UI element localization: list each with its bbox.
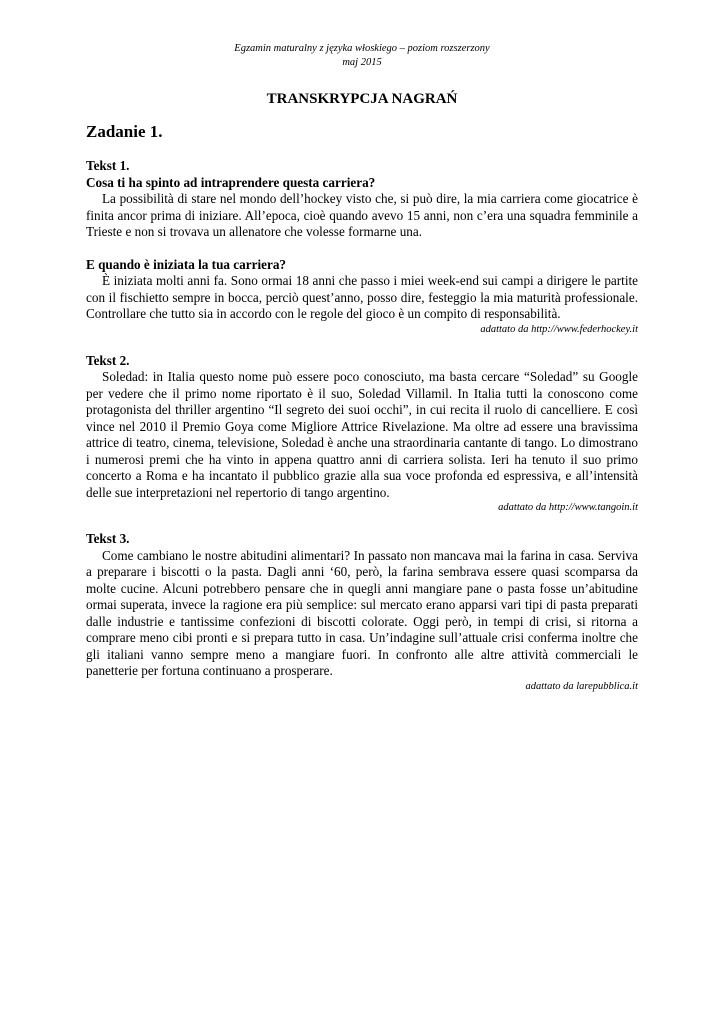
text-label: Tekst 1.	[86, 158, 130, 173]
header-line-date: maj 2015	[342, 57, 382, 68]
text-section-3	[86, 531, 638, 694]
question-heading: E quando è iniziata la tua carriera?	[86, 256, 287, 272]
answer-paragraph: È iniziata molti anni fa. Sono ormai 18 anni che passo i miei week-end sui campi a dirigere le partite con il fischietto sempre in bocca, perciò quest’anno, posso dire, festeggio la mia maturità professionale. Controllare che tutto sia in accordo con le regole del gioco è un compito di responsabilità.	[86, 273, 638, 321]
text-section-2	[86, 353, 638, 516]
body-paragraph: Soledad: in Italia questo nome può essere poco conosciuto, ma basta cercare “Soledad” su Google per vedere che il primo nome riportato è il suo, Soledad Villamil. In Italia tutti la conoscono come protagonista del thriller argentino “Il segreto dei suoi occhi”, in cui recita il ruolo di cancelliere. E così vince nel 2010 il Premio Goya come Migliore Attrice Rivelazione. Ma oltre ad essere una bravissima attrice di teatro, cinema, televisione, Soledad è anche una straordinaria cantante di tango. Lo dimostrano i numerosi premi che ha vinto in appena quattro anni di carriera solista. Ieri ha tenuto il suo primo concerto a Roma e ha incantato il pubblico grazie alla sua voce profonda ed espressiva, e all’intensità delle sue interpretazioni nel repertorio di tango argentino.	[86, 369, 638, 500]
task-heading: Zadanie 1.	[86, 122, 163, 141]
text-label: Tekst 3.	[86, 531, 130, 546]
body-paragraph: Come cambiano le nostre abitudini alimentari? In passato non mancava mai la farina in casa. Serviva a preparare i biscotti o la pasta. Dagli anni ‘60, però, la farina sembrava essere quasi scomparsa da molte cucine. Alcuni potrebbero pensare che in quegli anni mangiare pane o pasta fosse un’abitudine ormai superata, invece la ragione era più semplice: sul mercato erano apparsi vari tipi di pasta preparati dalle industrie e tantissime confezioni di biscotti colorate. Oggi però, in tempi di crisi, si ritorna a comprare meno cibi pronti e si prepara tutto in casa. Un’indagine sull’attuale crisi conferma inoltre che gli italiani vanno sempre meno a mangiare fuori. In confronto alle altre attività commerciali le panetterie per fortuna continuano a prosperare.	[86, 547, 638, 678]
document-page	[86, 42, 638, 694]
header-line-exam: Egzamin maturalny z języka włoskiego – poziom rozszerzony	[234, 43, 490, 54]
exam-header	[86, 42, 638, 70]
source-citation: adattato da http://www.tangoin.it	[498, 502, 638, 513]
question-heading: Cosa ti ha spinto ad intraprendere questa carriera?	[86, 174, 376, 190]
text-section-1	[86, 158, 638, 337]
source-citation: adattato da larepubblica.it	[525, 680, 638, 692]
source-citation: adattato da http://www.federhockey.it	[480, 323, 638, 335]
answer-paragraph: La possibilità di stare nel mondo dell’hockey visto che, si può dire, la mia carriera come giocatrice è finita ancor prima di iniziare. All’epoca, cioè quando avevo 15 anni, non c’era una squadra femminile a Trieste e non si trovava un allenatore che volesse formarne una.	[86, 191, 638, 239]
text-label: Tekst 2.	[86, 352, 130, 368]
page-title: TRANSKRYPCJA NAGRAŃ	[266, 91, 458, 107]
